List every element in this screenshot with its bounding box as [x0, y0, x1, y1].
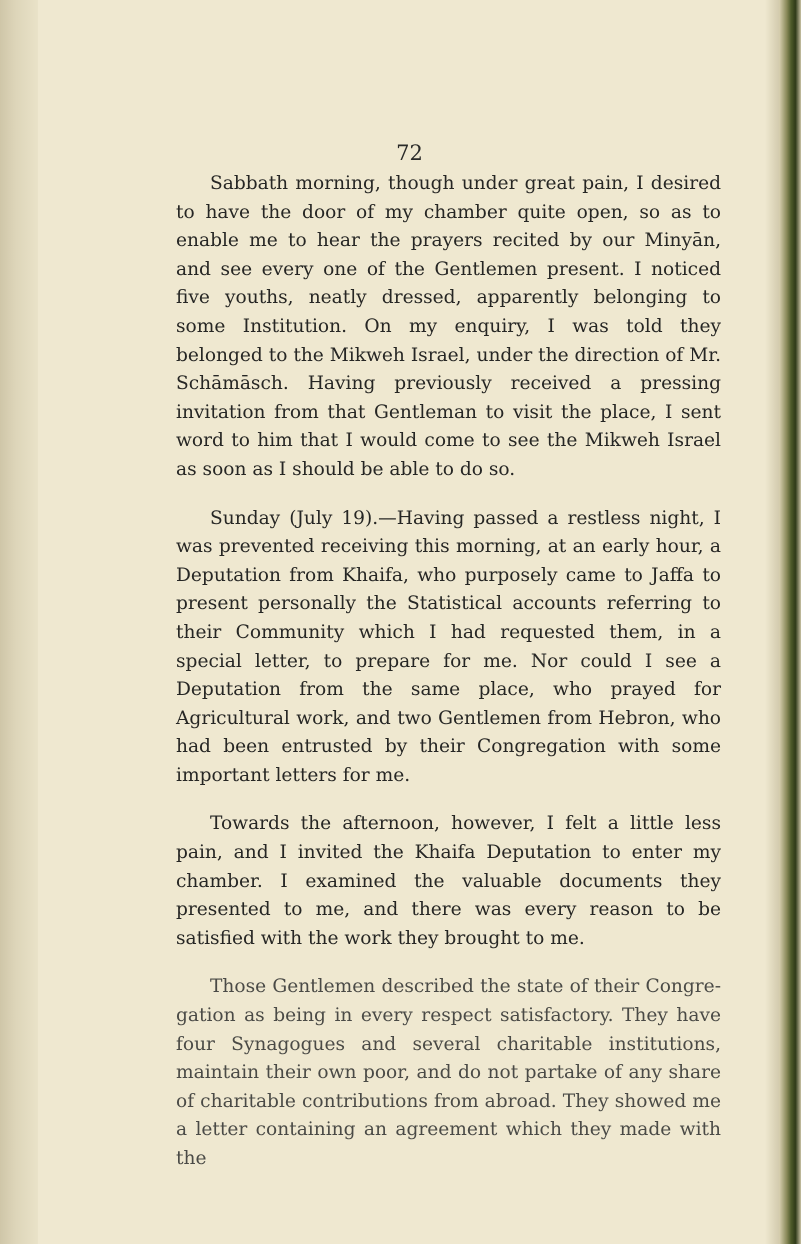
page-number: 72: [396, 141, 423, 165]
paragraph-afternoon: Towards the afternoon, however, I felt a little less pain, and I invited the Khaifa Deputation to enter my chamber. I examined the valuable documents they presented to me, and there was every reason to be satisfied with the work they brought to me.: [176, 813, 721, 949]
paragraph-sabbath: Sabbath morning, though under great pain, I desired to have the door of my chamber quite open, so as to enable me to hear the prayers recited by our Minyān, and see every one of the Gentlemen present. I noticed five youths, neatly dressed, apparently belonging to some Institution. On my enquiry, I was told they belonged to the Mikweh Israel, under the direction of Mr. Schāmāsch. Having previously received a pressing invitation from that Gentleman to visit the place, I sent word to him that I would come to see the Mikweh Israel as soon as I should be able to do so.: [176, 173, 721, 480]
paragraph-sunday: Sunday (July 19).—Having passed a restless night, I was prevented receiving this morning, at an early hour, a Deputation from Khaifa, who purposely came to Jaffa to present personally the Statistical accounts referring to their Community which I had requested them, in a special letter, to prepare for me. Nor could I see a Deputation from the same place, who prayed for Agricultural work, and two Gentlemen from Hebron, who had been entrusted by their Congregation with some important letters for me.: [176, 507, 721, 786]
paragraph-congregation: Those Gentlemen described the state of their Congregation as being in every respect satisfactory. They have four Synagogues and several charitable institutions, maintain their own poor, and do not partake of any share of charitable contributions from abroad. They showed me a letter containing an agreement which they made with the: [176, 976, 721, 1169]
page-edge-shadow: [765, 0, 779, 1244]
body-text: [176, 170, 721, 1194]
binding-gutter: [0, 0, 38, 1244]
book-fore-edge: [779, 0, 801, 1244]
